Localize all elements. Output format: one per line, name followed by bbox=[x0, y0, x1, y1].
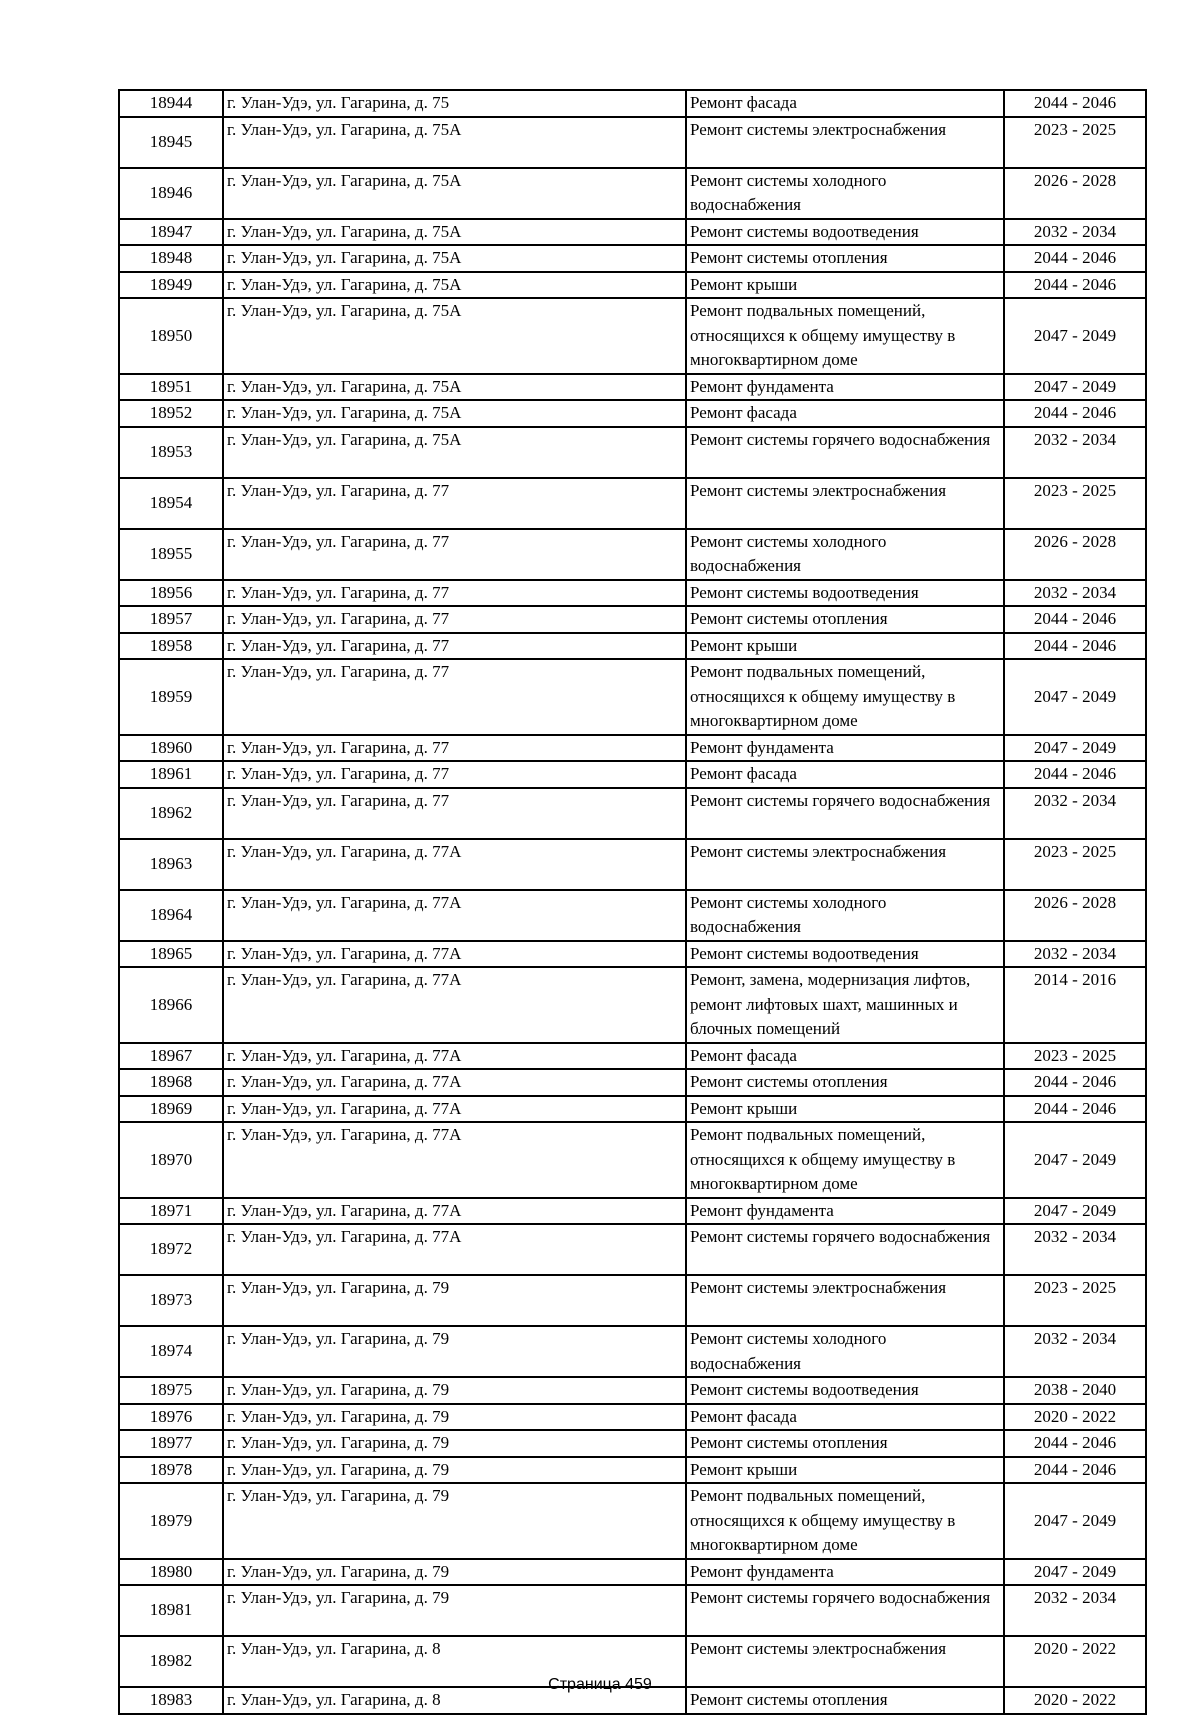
row-number-cell: 18960 bbox=[119, 735, 223, 762]
work-type-cell: Ремонт крыши bbox=[686, 1457, 1004, 1484]
table-row bbox=[119, 1430, 1146, 1457]
period-cell: 2044 - 2046 bbox=[1004, 633, 1146, 660]
address-cell: г. Улан-Удэ, ул. Гагарина, д. 77А bbox=[223, 1096, 686, 1123]
row-number-cell: 18978 bbox=[119, 1457, 223, 1484]
address-cell: г. Улан-Удэ, ул. Гагарина, д. 79 bbox=[223, 1483, 686, 1559]
period-cell: 2023 - 2025 bbox=[1004, 839, 1146, 890]
work-type-cell: Ремонт системы отопления bbox=[686, 1430, 1004, 1457]
table-row bbox=[119, 1043, 1146, 1070]
work-type-cell: Ремонт крыши bbox=[686, 272, 1004, 299]
period-cell: 2023 - 2025 bbox=[1004, 117, 1146, 168]
row-number-cell: 18962 bbox=[119, 788, 223, 839]
period-cell: 2044 - 2046 bbox=[1004, 90, 1146, 117]
table-row bbox=[119, 788, 1146, 839]
period-cell: 2044 - 2046 bbox=[1004, 761, 1146, 788]
address-cell: г. Улан-Удэ, ул. Гагарина, д. 75А bbox=[223, 245, 686, 272]
period-cell: 2014 - 2016 bbox=[1004, 967, 1146, 1043]
row-number-cell: 18948 bbox=[119, 245, 223, 272]
table-row bbox=[119, 478, 1146, 529]
period-cell: 2044 - 2046 bbox=[1004, 1069, 1146, 1096]
table-row bbox=[119, 1198, 1146, 1225]
work-type-cell: Ремонт фундамента bbox=[686, 1559, 1004, 1586]
work-type-cell: Ремонт системы холодного водоснабжения bbox=[686, 529, 1004, 580]
table-row bbox=[119, 272, 1146, 299]
table-row bbox=[119, 839, 1146, 890]
address-cell: г. Улан-Удэ, ул. Гагарина, д. 8 bbox=[223, 1687, 686, 1714]
work-type-cell: Ремонт системы холодного водоснабжения bbox=[686, 168, 1004, 219]
period-cell: 2047 - 2049 bbox=[1004, 1122, 1146, 1198]
address-cell: г. Улан-Удэ, ул. Гагарина, д. 77 bbox=[223, 788, 686, 839]
address-cell: г. Улан-Удэ, ул. Гагарина, д. 75А bbox=[223, 272, 686, 299]
period-cell: 2026 - 2028 bbox=[1004, 890, 1146, 941]
work-type-cell: Ремонт фасада bbox=[686, 90, 1004, 117]
address-cell: г. Улан-Удэ, ул. Гагарина, д. 77 bbox=[223, 580, 686, 607]
work-type-cell: Ремонт крыши bbox=[686, 633, 1004, 660]
table-row bbox=[119, 1326, 1146, 1377]
work-type-cell: Ремонт подвальных помещений, относящихся к общему имуществу в многоквартирном доме bbox=[686, 1483, 1004, 1559]
work-type-cell: Ремонт системы холодного водоснабжения bbox=[686, 890, 1004, 941]
work-type-cell: Ремонт фасада bbox=[686, 1404, 1004, 1431]
address-cell: г. Улан-Удэ, ул. Гагарина, д. 77 bbox=[223, 529, 686, 580]
row-number-cell: 18954 bbox=[119, 478, 223, 529]
table-row bbox=[119, 761, 1146, 788]
address-cell: г. Улан-Удэ, ул. Гагарина, д. 77А bbox=[223, 1122, 686, 1198]
address-cell: г. Улан-Удэ, ул. Гагарина, д. 79 bbox=[223, 1377, 686, 1404]
work-type-cell: Ремонт системы электроснабжения bbox=[686, 117, 1004, 168]
address-cell: г. Улан-Удэ, ул. Гагарина, д. 77 bbox=[223, 478, 686, 529]
work-type-cell: Ремонт подвальных помещений, относящихся к общему имуществу в многоквартирном доме bbox=[686, 298, 1004, 374]
address-cell: г. Улан-Удэ, ул. Гагарина, д. 77 bbox=[223, 761, 686, 788]
period-cell: 2044 - 2046 bbox=[1004, 1457, 1146, 1484]
address-cell: г. Улан-Удэ, ул. Гагарина, д. 79 bbox=[223, 1326, 686, 1377]
table-row bbox=[119, 890, 1146, 941]
row-number-cell: 18950 bbox=[119, 298, 223, 374]
row-number-cell: 18964 bbox=[119, 890, 223, 941]
table-row bbox=[119, 967, 1146, 1043]
period-cell: 2032 - 2034 bbox=[1004, 1224, 1146, 1275]
work-type-cell: Ремонт системы отопления bbox=[686, 1687, 1004, 1714]
work-type-cell: Ремонт системы горячего водоснабжения bbox=[686, 1585, 1004, 1636]
period-cell: 2032 - 2034 bbox=[1004, 788, 1146, 839]
work-type-cell: Ремонт системы отопления bbox=[686, 606, 1004, 633]
period-cell: 2044 - 2046 bbox=[1004, 245, 1146, 272]
address-cell: г. Улан-Удэ, ул. Гагарина, д. 77 bbox=[223, 659, 686, 735]
address-cell: г. Улан-Удэ, ул. Гагарина, д. 79 bbox=[223, 1275, 686, 1326]
row-number-cell: 18968 bbox=[119, 1069, 223, 1096]
period-cell: 2032 - 2034 bbox=[1004, 1585, 1146, 1636]
table-row bbox=[119, 374, 1146, 401]
page-footer bbox=[0, 1675, 1200, 1695]
table-row bbox=[119, 735, 1146, 762]
row-number-cell: 18972 bbox=[119, 1224, 223, 1275]
work-type-cell: Ремонт подвальных помещений, относящихся к общему имуществу в многоквартирном доме bbox=[686, 659, 1004, 735]
period-cell: 2047 - 2049 bbox=[1004, 374, 1146, 401]
address-cell: г. Улан-Удэ, ул. Гагарина, д. 77А bbox=[223, 1069, 686, 1096]
address-cell: г. Улан-Удэ, ул. Гагарина, д. 77А bbox=[223, 967, 686, 1043]
address-cell: г. Улан-Удэ, ул. Гагарина, д. 75А bbox=[223, 427, 686, 478]
address-cell: г. Улан-Удэ, ул. Гагарина, д. 75А bbox=[223, 400, 686, 427]
row-number-cell: 18951 bbox=[119, 374, 223, 401]
address-cell: г. Улан-Удэ, ул. Гагарина, д. 79 bbox=[223, 1559, 686, 1586]
period-cell: 2047 - 2049 bbox=[1004, 1559, 1146, 1586]
table-row bbox=[119, 1096, 1146, 1123]
row-number-cell: 18959 bbox=[119, 659, 223, 735]
works-table bbox=[118, 89, 1147, 1715]
row-number-cell: 18970 bbox=[119, 1122, 223, 1198]
table-row bbox=[119, 1457, 1146, 1484]
period-cell: 2038 - 2040 bbox=[1004, 1377, 1146, 1404]
address-cell: г. Улан-Удэ, ул. Гагарина, д. 75А bbox=[223, 168, 686, 219]
row-number-cell: 18971 bbox=[119, 1198, 223, 1225]
work-type-cell: Ремонт системы электроснабжения bbox=[686, 839, 1004, 890]
period-cell: 2026 - 2028 bbox=[1004, 529, 1146, 580]
row-number-cell: 18979 bbox=[119, 1483, 223, 1559]
work-type-cell: Ремонт фундамента bbox=[686, 374, 1004, 401]
period-cell: 2023 - 2025 bbox=[1004, 478, 1146, 529]
period-cell: 2047 - 2049 bbox=[1004, 659, 1146, 735]
table-row bbox=[119, 1483, 1146, 1559]
row-number-cell: 18956 bbox=[119, 580, 223, 607]
table-row bbox=[119, 606, 1146, 633]
row-number-cell: 18965 bbox=[119, 941, 223, 968]
row-number-cell: 18944 bbox=[119, 90, 223, 117]
address-cell: г. Улан-Удэ, ул. Гагарина, д. 75А bbox=[223, 117, 686, 168]
address-cell: г. Улан-Удэ, ул. Гагарина, д. 79 bbox=[223, 1457, 686, 1484]
row-number-cell: 18957 bbox=[119, 606, 223, 633]
period-cell: 2023 - 2025 bbox=[1004, 1043, 1146, 1070]
row-number-cell: 18967 bbox=[119, 1043, 223, 1070]
work-type-cell: Ремонт фундамента bbox=[686, 1198, 1004, 1225]
period-cell: 2044 - 2046 bbox=[1004, 606, 1146, 633]
table-row bbox=[119, 1224, 1146, 1275]
row-number-cell: 18955 bbox=[119, 529, 223, 580]
address-cell: г. Улан-Удэ, ул. Гагарина, д. 77А bbox=[223, 1224, 686, 1275]
work-type-cell: Ремонт системы горячего водоснабжения bbox=[686, 427, 1004, 478]
row-number-cell: 18982 bbox=[119, 1636, 223, 1687]
row-number-cell: 18975 bbox=[119, 1377, 223, 1404]
address-cell: г. Улан-Удэ, ул. Гагарина, д. 77 bbox=[223, 735, 686, 762]
address-cell: г. Улан-Удэ, ул. Гагарина, д. 79 bbox=[223, 1404, 686, 1431]
period-cell: 2044 - 2046 bbox=[1004, 400, 1146, 427]
work-type-cell: Ремонт, замена, модернизация лифтов, ремонт лифтовых шахт, машинных и блочных помещений bbox=[686, 967, 1004, 1043]
table-row bbox=[119, 90, 1146, 117]
work-type-cell: Ремонт системы холодного водоснабжения bbox=[686, 1326, 1004, 1377]
period-cell: 2020 - 2022 bbox=[1004, 1404, 1146, 1431]
period-cell: 2020 - 2022 bbox=[1004, 1636, 1146, 1687]
row-number-cell: 18969 bbox=[119, 1096, 223, 1123]
table-row bbox=[119, 941, 1146, 968]
row-number-cell: 18963 bbox=[119, 839, 223, 890]
address-cell: г. Улан-Удэ, ул. Гагарина, д. 8 bbox=[223, 1636, 686, 1687]
period-cell: 2032 - 2034 bbox=[1004, 427, 1146, 478]
table-row bbox=[119, 1585, 1146, 1636]
work-type-cell: Ремонт системы водоотведения bbox=[686, 941, 1004, 968]
work-type-cell: Ремонт крыши bbox=[686, 1096, 1004, 1123]
address-cell: г. Улан-Удэ, ул. Гагарина, д. 75А bbox=[223, 374, 686, 401]
work-type-cell: Ремонт системы горячего водоснабжения bbox=[686, 788, 1004, 839]
work-type-cell: Ремонт фасада bbox=[686, 761, 1004, 788]
address-cell: г. Улан-Удэ, ул. Гагарина, д. 79 bbox=[223, 1430, 686, 1457]
address-cell: г. Улан-Удэ, ул. Гагарина, д. 77А bbox=[223, 890, 686, 941]
page-number-label: Страница 459 bbox=[548, 1676, 652, 1693]
address-cell: г. Улан-Удэ, ул. Гагарина, д. 77А bbox=[223, 1043, 686, 1070]
address-cell: г. Улан-Удэ, ул. Гагарина, д. 79 bbox=[223, 1585, 686, 1636]
table-row bbox=[119, 298, 1146, 374]
row-number-cell: 18983 bbox=[119, 1687, 223, 1714]
table-row bbox=[119, 168, 1146, 219]
table-row bbox=[119, 245, 1146, 272]
works-table-body bbox=[119, 90, 1146, 1714]
work-type-cell: Ремонт системы отопления bbox=[686, 1069, 1004, 1096]
row-number-cell: 18958 bbox=[119, 633, 223, 660]
work-type-cell: Ремонт системы водоотведения bbox=[686, 1377, 1004, 1404]
table-row bbox=[119, 219, 1146, 246]
work-type-cell: Ремонт подвальных помещений, относящихся к общему имуществу в многоквартирном доме bbox=[686, 1122, 1004, 1198]
address-cell: г. Улан-Удэ, ул. Гагарина, д. 77А bbox=[223, 839, 686, 890]
period-cell: 2047 - 2049 bbox=[1004, 1198, 1146, 1225]
table-row bbox=[119, 1275, 1146, 1326]
row-number-cell: 18976 bbox=[119, 1404, 223, 1431]
address-cell: г. Улан-Удэ, ул. Гагарина, д. 77 bbox=[223, 633, 686, 660]
period-cell: 2047 - 2049 bbox=[1004, 735, 1146, 762]
period-cell: 2047 - 2049 bbox=[1004, 1483, 1146, 1559]
row-number-cell: 18977 bbox=[119, 1430, 223, 1457]
table-row bbox=[119, 1559, 1146, 1586]
row-number-cell: 18974 bbox=[119, 1326, 223, 1377]
table-row bbox=[119, 1404, 1146, 1431]
work-type-cell: Ремонт системы водоотведения bbox=[686, 219, 1004, 246]
work-type-cell: Ремонт фундамента bbox=[686, 735, 1004, 762]
row-number-cell: 18966 bbox=[119, 967, 223, 1043]
table-row bbox=[119, 400, 1146, 427]
period-cell: 2020 - 2022 bbox=[1004, 1687, 1146, 1714]
work-type-cell: Ремонт системы электроснабжения bbox=[686, 1275, 1004, 1326]
work-type-cell: Ремонт фасада bbox=[686, 400, 1004, 427]
address-cell: г. Улан-Удэ, ул. Гагарина, д. 75А bbox=[223, 219, 686, 246]
period-cell: 2044 - 2046 bbox=[1004, 1096, 1146, 1123]
period-cell: 2023 - 2025 bbox=[1004, 1275, 1146, 1326]
row-number-cell: 18949 bbox=[119, 272, 223, 299]
table-row bbox=[119, 580, 1146, 607]
period-cell: 2026 - 2028 bbox=[1004, 168, 1146, 219]
table-row bbox=[119, 529, 1146, 580]
work-type-cell: Ремонт системы горячего водоснабжения bbox=[686, 1224, 1004, 1275]
row-number-cell: 18980 bbox=[119, 1559, 223, 1586]
work-type-cell: Ремонт системы электроснабжения bbox=[686, 1636, 1004, 1687]
period-cell: 2044 - 2046 bbox=[1004, 1430, 1146, 1457]
row-number-cell: 18946 bbox=[119, 168, 223, 219]
period-cell: 2032 - 2034 bbox=[1004, 1326, 1146, 1377]
row-number-cell: 18947 bbox=[119, 219, 223, 246]
row-number-cell: 18981 bbox=[119, 1585, 223, 1636]
period-cell: 2047 - 2049 bbox=[1004, 298, 1146, 374]
table-row bbox=[119, 1377, 1146, 1404]
period-cell: 2032 - 2034 bbox=[1004, 219, 1146, 246]
table-row bbox=[119, 117, 1146, 168]
address-cell: г. Улан-Удэ, ул. Гагарина, д. 77 bbox=[223, 606, 686, 633]
row-number-cell: 18961 bbox=[119, 761, 223, 788]
table-row bbox=[119, 1122, 1146, 1198]
address-cell: г. Улан-Удэ, ул. Гагарина, д. 75 bbox=[223, 90, 686, 117]
work-type-cell: Ремонт системы отопления bbox=[686, 245, 1004, 272]
row-number-cell: 18973 bbox=[119, 1275, 223, 1326]
work-type-cell: Ремонт системы водоотведения bbox=[686, 580, 1004, 607]
table-row bbox=[119, 427, 1146, 478]
row-number-cell: 18952 bbox=[119, 400, 223, 427]
address-cell: г. Улан-Удэ, ул. Гагарина, д. 77А bbox=[223, 1198, 686, 1225]
period-cell: 2032 - 2034 bbox=[1004, 580, 1146, 607]
period-cell: 2032 - 2034 bbox=[1004, 941, 1146, 968]
work-type-cell: Ремонт системы электроснабжения bbox=[686, 478, 1004, 529]
table-row bbox=[119, 1069, 1146, 1096]
table-row bbox=[119, 659, 1146, 735]
period-cell: 2044 - 2046 bbox=[1004, 272, 1146, 299]
row-number-cell: 18953 bbox=[119, 427, 223, 478]
work-type-cell: Ремонт фасада bbox=[686, 1043, 1004, 1070]
address-cell: г. Улан-Удэ, ул. Гагарина, д. 77А bbox=[223, 941, 686, 968]
address-cell: г. Улан-Удэ, ул. Гагарина, д. 75А bbox=[223, 298, 686, 374]
row-number-cell: 18945 bbox=[119, 117, 223, 168]
table-row bbox=[119, 633, 1146, 660]
